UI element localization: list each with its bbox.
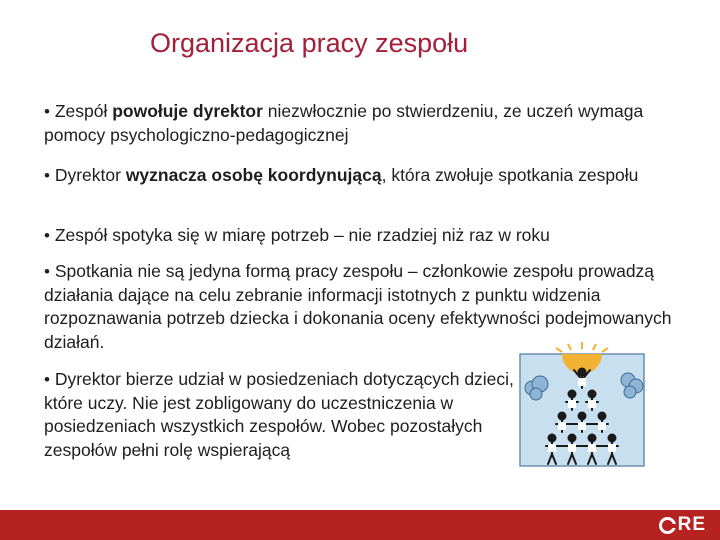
slide-title: Organizacja pracy zespołu [150,28,469,58]
bullet-5 [44,368,514,462]
bullet-1-pre: Zespół [49,101,113,121]
bullet-marker: • [44,166,50,185]
bullet-2-strong: wyznacza osobę koordynującą [125,165,382,185]
logo-text: RE [677,514,706,535]
bullet-2-pre: Dyrektor [49,165,126,185]
bullet-marker: • [44,370,50,389]
team-pyramid-icon [512,340,652,472]
ore-logo [659,514,706,536]
bullet-marker: • [44,226,50,245]
bullet-2-post: , która zwołuje spotkania zespołu [381,165,639,185]
bullet-1-post: niezwłocznie po stwierdzeniu, ze uczeń wymaga pomocy psychologiczno-pedagogicznej [44,101,644,145]
bullet-3-text: Zespół spotyka się w miarę potrzeb – nie rzadziej niż raz w roku [49,225,550,245]
bullet-5-text: Dyrektor bierze udział w posiedzeniach dotyczących dzieci, które uczy. Nie jest zobligowany do uczestniczenia w posiedzeniach wszystkich zespołów. Wobec pozostałych zespołów pełni rolę wspierającą [44,369,514,460]
bullet-3 [44,224,674,248]
bullet-marker: • [44,262,50,281]
bullet-2 [44,164,674,188]
bullet-4-text: Spotkania nie są jedyna formą pracy zespołu – członkowie zespołu prowadzą działania dające na celu zebranie informacji istotnych z punktu widzenia rozpoznawania potrzeb dziecka i dokonania oceny efektywności podejmowanych działań. [44,261,672,352]
footer-bar [0,510,720,540]
bullet-1 [44,100,674,147]
bullet-1-strong: powołuje dyrektor [112,101,263,121]
bullet-marker: • [44,102,50,121]
team-pyramid-illustration [512,340,652,472]
logo-o-mark-icon [659,517,676,534]
